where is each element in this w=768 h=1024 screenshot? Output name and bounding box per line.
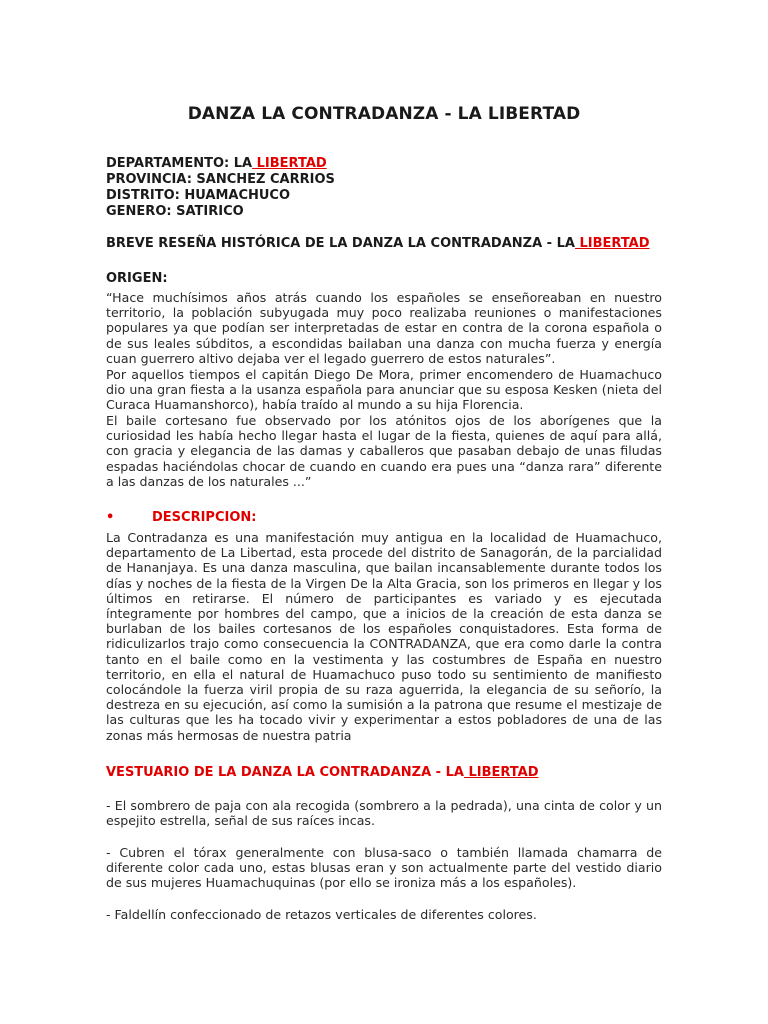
- vestuario-libertad-link[interactable]: LIBERTAD: [463, 765, 539, 780]
- departamento-line: [106, 156, 327, 172]
- origen-paragraph-1: “Hace muchísimos años atrás cuando los españoles se enseñoreaban en nuestro territorio, la población subyugada muy poco realizaba reuniones o manifestaciones populares ya que podían ser interpretadas de estar en contra de la corona española o de sus leales súbditos, a escondidas bailaban una danza con mucha fuerza y energía cuan guerrero altivo dejaba ver el legado guerrero de estos naturales”.: [106, 290, 662, 366]
- resena-label: BREVE RESEÑA HISTÓRICA DE LA DANZA LA CONTRADANZA - LA: [106, 236, 575, 251]
- provincia-line: PROVINCIA: SANCHEZ CARRIOS: [106, 172, 335, 187]
- origen-heading: ORIGEN:: [106, 271, 168, 286]
- document-title: DANZA LA CONTRADANZA - LA LIBERTAD: [187, 104, 581, 124]
- descripcion-bullet: •: [106, 510, 115, 525]
- vestuario-item-torax: - Cubren el tórax generalmente con blusa-saco o también llamada chamarra de diferente color cada uno, estas blusas eran y son actualmente parte del vestido diario de sus mujeres Huamachuquinas (por ello se ironiza más a los españoles).: [106, 845, 662, 891]
- origen-paragraph-3: El baile cortesano fue observado por los atónitos ojos de los aborígenes que la curiosidad les había hecho llegar hasta el lugar de la fiesta, quienes de aquí para allá, con gracia y elegancia de las damas y caballeros que pasaban debajo de unas filudas espadas haciéndolas chocar de cuando en cuando era pues una “danza rara” diferente a las danzas de los naturales ...”: [106, 413, 662, 489]
- resena-libertad-link[interactable]: LIBERTAD: [574, 236, 650, 251]
- descripcion-paragraph: La Contradanza es una manifestación muy antigua en la localidad de Huamachuco, departamento de La Libertad, esta procede del distrito de Sanagorán, de la parcialidad de Hananjaya. Es una danza masculina, que bailan incansablemente durante todos los días y noches de la fiesta de la Virgen De la Alta Gracia, son los primeros en llegar y los últimos en retirarse. El número de participantes es variado y es ejecutada íntegramente por hombres del campo, que a inicios de la creación de esta danza se burlaban de los bailes cortesanos de los españoles conquistadores. Esta forma de ridiculizarlos trajo como consecuencia la CONTRADANZA, que era como darle la contra tanto en el baile como en la vestimenta y las costumbres de España en nuestro territorio, en ella el natural de Huamachuco puso todo su sentimiento de manifiesto colocándole la fuerza viril propia de su raza aguerrida, la elegancia de su señorío, la destreza en su ejecución, así como la sumisión a la patrona que resume el mestizaje de las culturas que les ha tocado vivir y experimentar a estos pobladores de una de las zonas más hermosas de nuestra patria: [106, 530, 662, 743]
- libertad-link[interactable]: LIBERTAD: [252, 156, 327, 171]
- vestuario-heading: [106, 765, 539, 781]
- vestuario-item-faldellin: - Faldellín confeccionado de retazos verticales de diferentes colores.: [106, 907, 537, 922]
- origen-paragraph-2: Por aquellos tiempos el capitán Diego De Mora, primer encomendero de Huamachuco dio una gran fiesta a la usanza española para anunciar que su esposa Kesken (nieta del Curaca Huamanshorco), había traído al mundo a su hija Florencia.: [106, 367, 662, 413]
- vestuario-label: VESTUARIO DE LA DANZA LA CONTRADANZA - LA: [106, 765, 464, 780]
- departamento-label: DEPARTAMENTO: LA: [106, 156, 253, 171]
- resena-heading: [106, 236, 650, 252]
- genero-line: GENERO: SATIRICO: [106, 204, 244, 219]
- descripcion-heading: DESCRIPCION:: [152, 510, 257, 525]
- vestuario-item-sombrero: - El sombrero de paja con ala recogida (sombrero a la pedrada), una cinta de color y un espejito estrella, señal de sus raíces incas.: [106, 798, 662, 829]
- distrito-line: DISTRITO: HUAMACHUCO: [106, 188, 291, 203]
